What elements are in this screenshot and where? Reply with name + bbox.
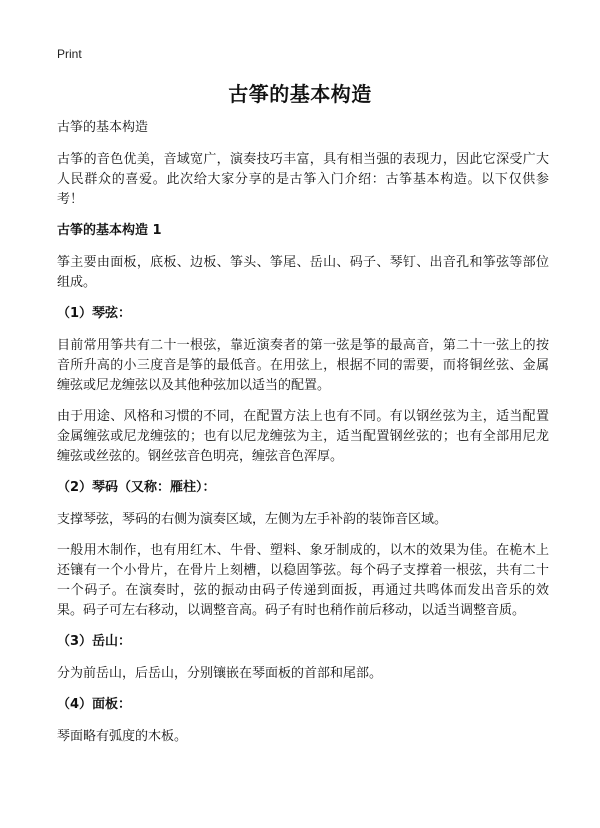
intro-paragraph: 古筝的音色优美，音域宽广，演奏技巧丰富，具有相当强的表现力，因此它深受广大人民群众的喜爱。此次给大家分享的是古筝入门介绍：古筝基本构造。以下仅供参考！: [57, 152, 549, 207]
page-title: 古筝的基本构造: [228, 82, 372, 106]
strings-paragraph-2: 由于用途、风格和习惯的不同，在配置方法上也有不同。有以钢丝弦为主，适当配置金属缠弦或尼龙缠弦的；也有以尼龙缠弦为主，适当配置钢丝弦的；也有全部用尼龙缠弦或丝弦的。钢丝弦音色明亮，缠弦音色浑厚。: [57, 409, 549, 464]
yueshan-heading: （3）岳山：: [57, 634, 132, 649]
strings-paragraph-1: 目前常用筝共有二十一根弦，靠近演奏者的第一弦是筝的最高音，第二十一弦上的按音所升高的小三度音是筝的最低音。在用弦上，根据不同的需要，而将铜丝弦、金属缠弦或尼龙缠弦以及其他种弦加以适当的配置。: [57, 338, 549, 393]
soundboard-paragraph: 琴面略有弧度的木板。: [57, 729, 188, 744]
bridge-heading: （2）琴码（又称：雁柱）：: [57, 480, 216, 495]
yueshan-paragraph: 分为前岳山，后岳山，分别镶嵌在琴面板的首部和尾部。: [57, 666, 383, 681]
section-intro-paragraph: 筝主要由面板，底板、边板、筝头、筝尾、岳山、码子、琴钉、出音孔和筝弦等部位组成。: [57, 255, 549, 290]
article-subtitle: 古筝的基本构造: [57, 120, 149, 135]
strings-heading: （1）琴弦：: [57, 306, 132, 321]
print-link[interactable]: Print: [57, 47, 82, 61]
bridge-paragraph-1: 支撑琴弦，琴码的右侧为演奏区域，左侧为左手补韵的装饰音区域。: [57, 512, 448, 527]
article-body: [57, 118, 549, 758]
soundboard-heading: （4）面板：: [57, 697, 132, 712]
bridge-paragraph-2: 一般用木制作，也有用红木、牛骨、塑料、象牙制成的，以木的效果为佳。在桅木上还镶有一个小骨片，在骨片上刻槽，以稳固筝弦。每个码子支撑着一根弦，共有二十一个码子。在演奏时，弦的振动由码子传递到面扳，再通过共鸣体而发出音乐的效果。码子可左右移动，以调整音高。码子有时也稍作前后移动，以适当调整音质。: [57, 543, 549, 618]
section-heading: 古筝的基本构造 1: [57, 223, 162, 238]
